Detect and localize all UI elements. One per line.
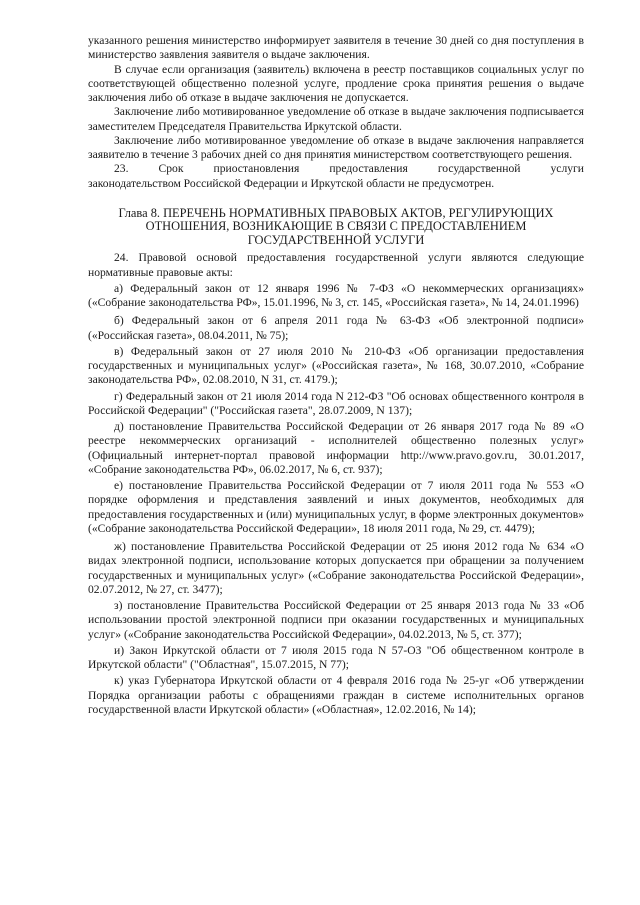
legal-act-item: к) указ Губернатора Иркутской области от 4 февраля 2016 года № 25-уг «Об утверждении Порядка организации работы с обращениями граждан в системе исполнительных органов государственной власти Иркутской области» («Областная», 12.02.2016, № 14); xyxy=(88,674,584,716)
item-23-line2: законодательством Российской Федерации и Иркутской области не предусмотрен. xyxy=(88,176,495,190)
legal-act-item: а) Федеральный закон от 12 января 1996 № 7-ФЗ «О некоммерческих организациях» («Собрание законодательства РФ», 15.01.1996, № 3, ст. 145, «Российская газета», № 14, 24.01.1996) xyxy=(88,281,584,309)
legal-act-item: г) Федеральный закон от 21 июля 2014 года N 212-ФЗ "Об основах общественного контроля в Российской Федерации" ("Российская газета", 28.07.2009, N 137); xyxy=(88,389,584,417)
legal-act-item: ж) постановление Правительства Российской Федерации от 25 июня 2012 года № 634 «О видах электронной подписи, использование которых допускается при обращении за получением государственных и муниципальных услуг» («Собрание законодательства Российской Федерации», 02.07.2012, № 27, ст. 3477); xyxy=(88,540,584,596)
legal-act-item: и) Закон Иркутской области от 7 июля 2015 года N 57-ОЗ "Об общественном контроле в Иркутской области" ("Областная", 15.07.2015, N 77); xyxy=(88,643,584,671)
legal-act-item: з) постановление Правительства Российской Федерации от 25 января 2013 года № 33 «Об использовании простой электронной подписи при оказании государственных и муниципальных услуг» («Собрание законодательства Российской Федерации», 04.02.2013, № 5, ст. 377); xyxy=(88,599,584,641)
legal-act-item: в) Федеральный закон от 27 июля 2010 № 210-ФЗ «Об организации предоставления государственных и муниципальных услуг» («Российская газета», № 168, 30.07.2010, «Собрание законодательства РФ», 02.08.2010, N 31, ст. 4179.); xyxy=(88,344,584,387)
item-24-intro: 24. Правовой основой предоставления государственной услуги являются следующие нормативные правовые акты: xyxy=(88,251,584,279)
item-23-line1: 23. Срок приостановления предоставления государственной услуги xyxy=(114,162,584,176)
legal-act-item: б) Федеральный закон от 6 апреля 2011 года № 63-ФЗ «Об электронной подписи» («Российская газета», 08.04.2011, № 75); xyxy=(88,314,584,342)
paragraph-sending: Заключение либо мотивированное уведомление об отказе в выдаче заключения направляется заявителю в течение 3 рабочих дней со дня принятия министерством соответствующего решения. xyxy=(88,133,584,161)
paragraph-registry-case: В случае если организация (заявитель) включена в реестр поставщиков социальных услуг по соответствующей общественно полезной услуге, продление срока принятия решения о выдаче заключения либо об отказе в выдаче заключения не допускается. xyxy=(88,62,584,104)
legal-act-item: д) постановление Правительства Российской Федерации от 26 января 2017 года № 89 «О реестре некоммерческих организаций - исполнителей общественно полезных услуг» (Официальный интернет-портал правовой информации http://www.pravo.gov.ru, 30.01.2017, «Собрание законодательства РФ», 06.02.2017, № 6, ст. 937); xyxy=(88,420,584,476)
chapter-heading: Глава 8. ПЕРЕЧЕНЬ НОРМАТИВНЫХ ПРАВОВЫХ АКТОВ, РЕГУЛИРУЮЩИХ ОТНОШЕНИЯ, ВОЗНИКАЮЩИЕ В СВЯЗИ С ПРЕДОСТАВЛЕНИЕМ ГОСУДАРСТВЕННОЙ УСЛУГИ xyxy=(118,205,554,247)
document-page xyxy=(88,34,584,717)
paragraph-decision-term: указанного решения министерство информирует заявителя в течение 30 дней со дня поступления в министерство заявления заявителя о выдаче заключения. xyxy=(88,34,584,62)
paragraph-signing: Заключение либо мотивированное уведомление об отказе в выдаче заключения подписывается заместителем Председателя Правительства Иркутской области. xyxy=(88,105,584,133)
legal-act-item: е) постановление Правительства Российской Федерации от 7 июля 2011 года № 553 «О порядке оформления и представления заявлений и иных документов, необходимых для предоставления государственных и (или) муниципальных услуг, в форме электронных документов» («Собрание законодательства Российской Федерации», 18 июля 2011 года, № 29, ст. 4479); xyxy=(88,479,584,535)
